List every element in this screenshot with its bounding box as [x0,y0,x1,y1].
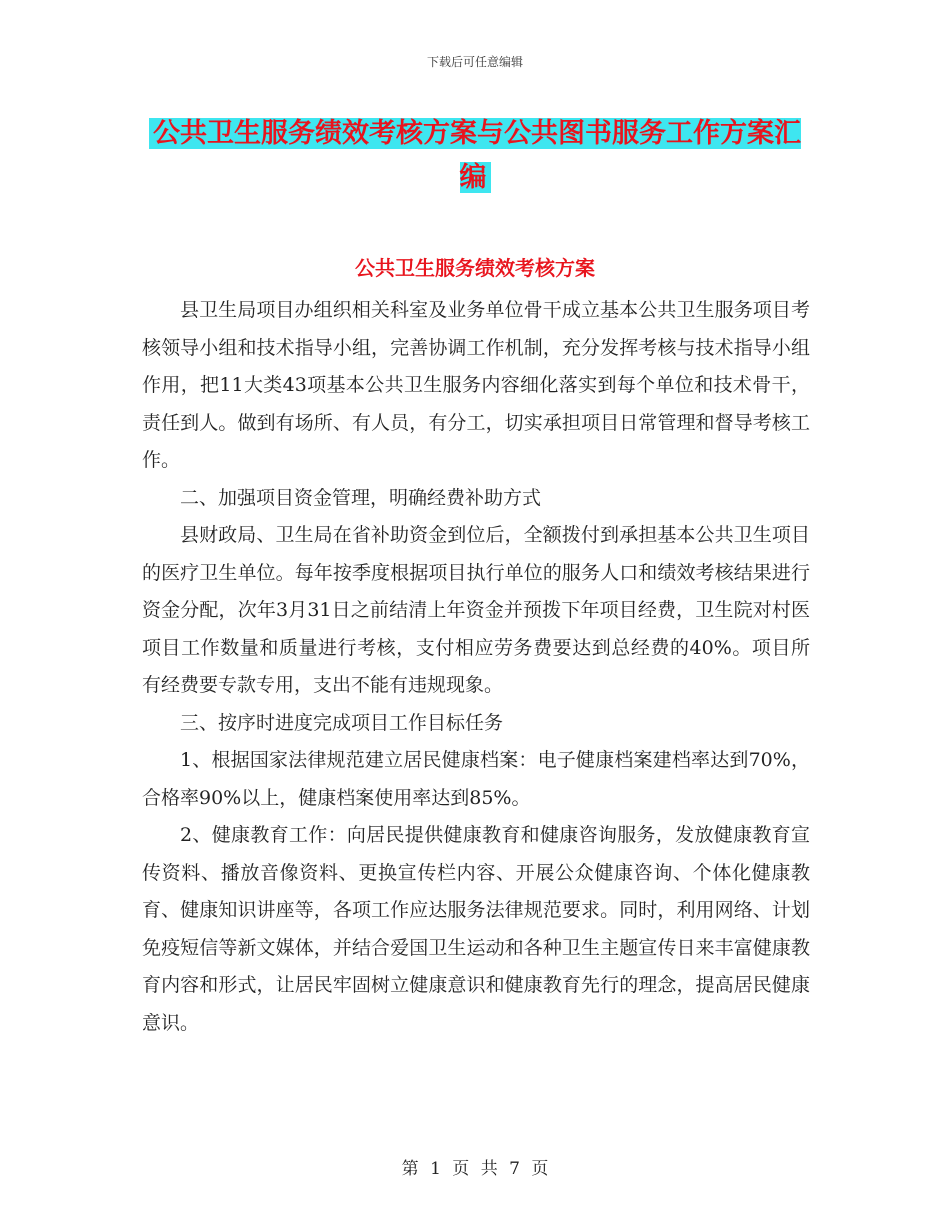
paragraph: 县财政局、卫生局在省补助资金到位后，全额拨付到承担基本公共卫生项目的医疗卫生单位。每年按季度根据项目执行单位的服务人口和绩效考核结果进行资金分配，次年3月31日之前结清上年资金并预拨下年项目经费，卫生院对村医项目工作数量和质量进行考核，支付相应劳务费要达到总经费的40%。项目所有经费要专款专用，支出不能有违规现象。 [142,524,810,696]
paragraph: 2、健康教育工作：向居民提供健康教育和健康咨询服务，发放健康教育宣传资料、播放音像资料、更换宣传栏内容、开展公众健康咨询、个体化健康教育、健康知识讲座等，各项工作应达服务法律规范要求。同时，利用网络、计划免疫短信等新文媒体，并结合爱国卫生运动和各种卫生主题宣传日来丰富健康教育内容和形式，让居民牢固树立健康意识和健康教育先行的理念，提高居民健康意识。 [142,824,810,1034]
document-title-text: 公共卫生服务绩效考核方案与公共图书服务工作方案汇编 [149,118,801,193]
document-body [142,292,810,1042]
page-footer: 第 1 页 共 7 页 [401,1159,549,1179]
paragraph: 县卫生局项目办组织相关科室及业务单位骨干成立基本公共卫生服务项目考核领导小组和技术指导小组，完善协调工作机制，充分发挥考核与技术指导小组作用，把11大类43项基本公共卫生服务内容细化落实到每个单位和技术骨干，责任到人。做到有场所、有人员，有分工，切实承担项目日常管理和督导考核工作。 [142,299,810,471]
header-note: 下载后可任意编辑 [426,55,523,69]
paragraph: 1、根据国家法律规范建立居民健康档案：电子健康档案建档率达到70%，合格率90%以上，健康档案使用率达到85%。 [142,749,810,809]
paragraph-heading: 三、按序时进度完成项目工作目标任务 [180,711,504,734]
paragraph-heading: 二、加强项目资金管理，明确经费补助方式 [180,486,542,509]
document-title [140,112,810,200]
section-title: 公共卫生服务绩效考核方案 [355,256,595,280]
